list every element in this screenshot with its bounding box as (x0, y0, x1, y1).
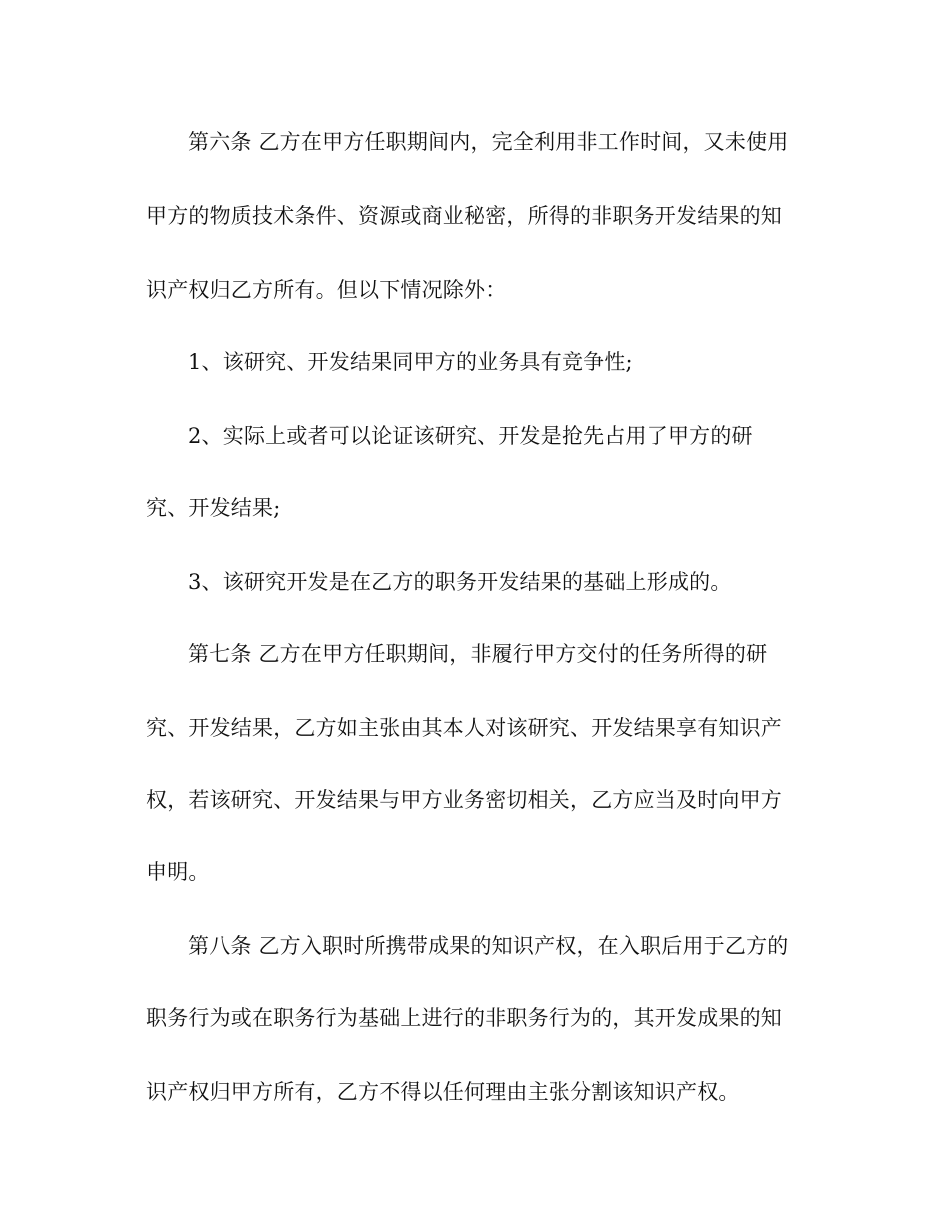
article-7-line-3: 权，若该研究、开发结果与甲方业务密切相关，乙方应当及时向甲方 (146, 788, 782, 812)
article-8-line-1: 第八条 乙方入职时所携带成果的知识产权，在入职后用于乙方的 (188, 934, 789, 958)
article-7-line-2: 究、开发结果，乙方如主张由其本人对该研究、开发结果享有知识产 (146, 716, 782, 740)
exception-1: 1、该研究、开发结果同甲方的业务具有竞争性; (188, 350, 633, 374)
exception-3: 3、该研究开发是在乙方的职务开发结果的基础上形成的。 (188, 570, 732, 594)
exception-2-line-1: 2、实际上或者可以论证该研究、开发是抢先占用了甲方的研 (188, 424, 753, 448)
article-6-line-1: 第六条 乙方在甲方任职期间内，完全利用非工作时间，又未使用 (188, 130, 789, 154)
article-7-line-4: 申明。 (146, 860, 210, 884)
article-6-line-3: 识产权归乙方所有。但以下情况除外： (146, 278, 507, 302)
article-8-line-3: 识产权归甲方所有，乙方不得以任何理由主张分割该知识产权。 (146, 1080, 740, 1104)
exception-2-line-2: 究、开发结果; (146, 496, 281, 520)
article-7-line-1: 第七条 乙方在甲方任职期间，非履行甲方交付的任务所得的研 (188, 642, 768, 666)
article-8-line-2: 职务行为或在职务行为基础上进行的非职务行为的，其开发成果的知 (146, 1006, 782, 1030)
article-6-line-2: 甲方的物质技术条件、资源或商业秘密，所得的非职务开发结果的知 (146, 204, 782, 228)
